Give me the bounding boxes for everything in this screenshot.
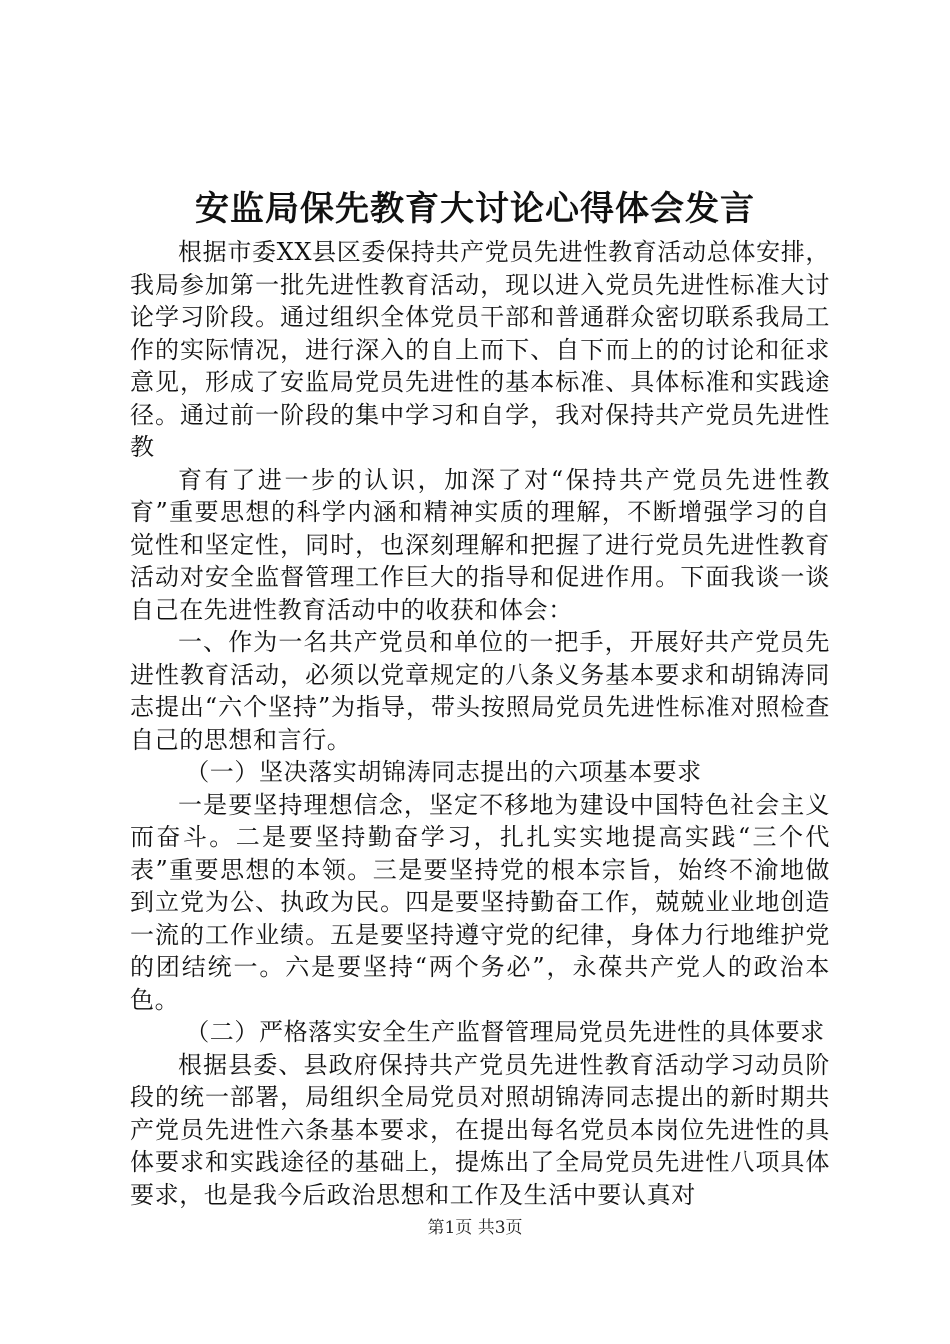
paragraph-intro: 根据市委XX县区委保持共产党员先进性教育活动总体安排，我局参加第一批先进性教育活动，现以进入党员先进性标准大讨论学习阶段。通过组织全体党员干部和普通群众密切联系我局工作的实际情况，进行深入的自上而下、自下而上的的讨论和征求意见，形成了安监局党员先进性的基本标准、具体标准和实践途径。通过前一阶段的集中学习和自学，我对保持共产党员先进性教 <box>130 238 830 461</box>
paragraph-specific-requirements: 根据县委、县政府保持共产党员先进性教育活动学习动员阶段的统一部署，局组织全局党员对照胡锦涛同志提出的新时期共产党员先进性六条基本要求，在提出每名党员本岗位先进性的具体要求和实践途径的基础上，提炼出了全局党员先进性八项具体要求，也是我今后政治思想和工作及生活中要认真对 <box>130 1050 830 1209</box>
subheading-one: （一）坚决落实胡锦涛同志提出的六项基本要求 <box>185 758 702 786</box>
document-title: 安监局保先教育大讨论心得体会发言 <box>195 189 755 229</box>
page-number-footer: 第1页 共3页 <box>427 1218 523 1238</box>
subheading-two: （二）严格落实安全生产监督管理局党员先进性的具体要求 <box>185 1018 825 1046</box>
document-body <box>130 236 830 1211</box>
paragraph-six-requirements: 一是要坚持理想信念，坚定不移地为建设中国特色社会主义而奋斗。二是要坚持勤奋学习，扎扎实实地提高实践“三个代表”重要思想的本领。三是要坚持党的根本宗旨，始终不渝地做到立党为公、执政为民。四是要坚持勤奋工作，兢兢业业地创造一流的工作业绩。五是要坚持遵守党的纪律，身体力行地维护党的团结统一。六是要坚持“两个务必”，永葆共产党人的政治本色。 <box>130 790 830 1014</box>
paragraph-understanding: 育有了进一步的认识，加深了对“保持共产党员先进性教育”重要思想的科学内涵和精神实质的理解，不断增强学习的自觉性和坚定性，同时，也深刻理解和把握了进行党员先进性教育活动对安全监督管理工作巨大的指导和促进作用。下面我谈一谈自己在先进性教育活动中的收获和体会： <box>130 465 830 624</box>
paragraph-section-one: 一、作为一名共产党员和单位的一把手，开展好共产党员先进性教育活动，必须以党章规定的八条义务基本要求和胡锦涛同志提出“六个坚持”为指导，带头按照局党员先进性标准对照检查自己的思想和言行。 <box>130 628 830 754</box>
